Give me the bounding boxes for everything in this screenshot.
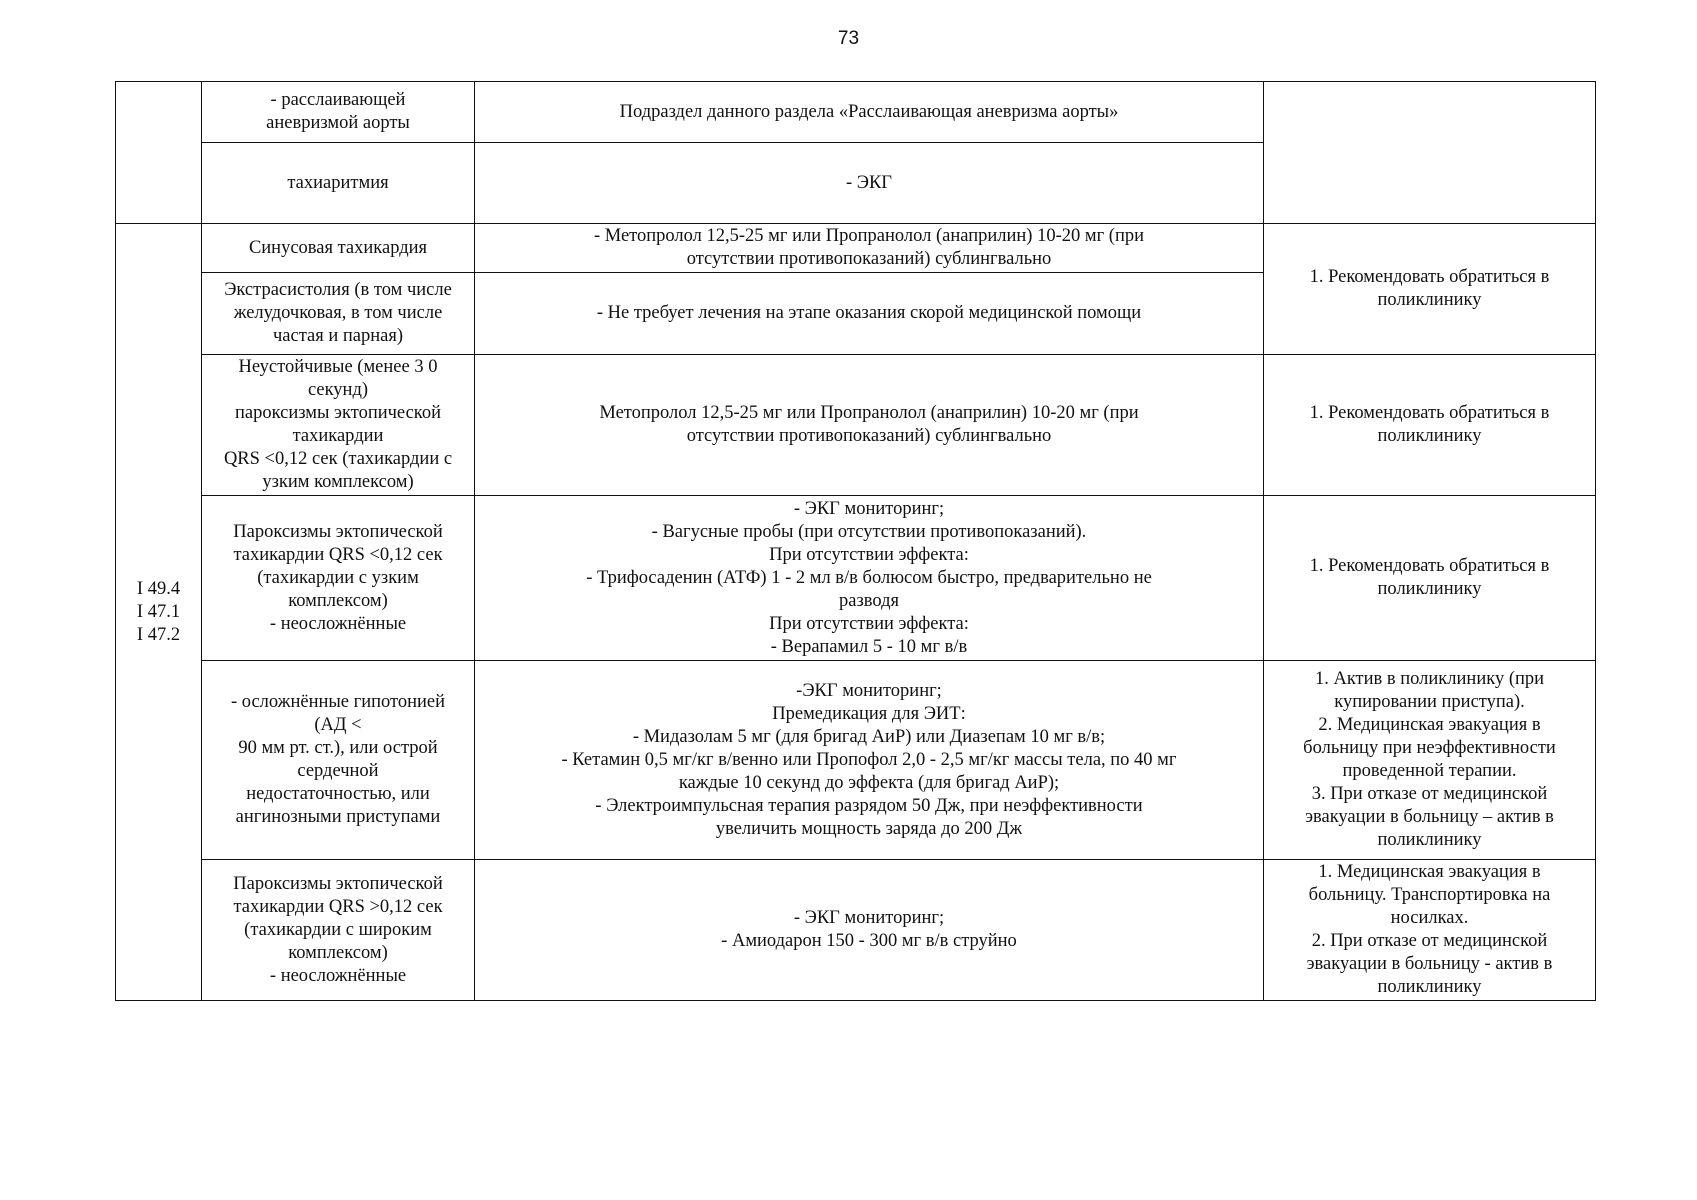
icd-codes-cell: I 49.4 I 47.1 I 47.2 xyxy=(116,224,202,1001)
treatment-cell: -ЭКГ мониторинг; Премедикация для ЭИТ: - Мидазолам 5 мг (для бригад АиР) или Диазепам 10 мг в/в; - Кетамин 0,5 мг/кг в/венно или Пропофол 2,0 - 2,5 мг/кг массы тела, по 40 мг каждые 10 секунд до эффекта (для бригад АиР); - Электроимпульсная терапия разрядом 50 Дж, при неэффективности увеличить мощность заряда до 200 Дж xyxy=(475,661,1264,860)
treatment-cell: - ЭКГ мониторинг; - Амиодарон 150 - 300 мг в/в струйно xyxy=(475,860,1264,1001)
table-row xyxy=(116,224,1596,273)
table-row xyxy=(116,496,1596,661)
condition-cell: Пароксизмы эктопической тахикардии QRS >0,12 сек (тахикардии с широким комплексом) - неосложнённые xyxy=(202,860,475,1001)
condition-cell: Синусовая тахикардия xyxy=(202,224,475,273)
condition-cell: Неустойчивые (менее 3 0 секунд) пароксизмы эктопической тахикардии QRS <0,12 сек (тахикардии с узким комплексом) xyxy=(202,355,475,496)
condition-cell: Пароксизмы эктопической тахикардии QRS <0,12 сек (тахикардии с узким комплексом) - неосложнённые xyxy=(202,496,475,661)
action-cell: 1. Рекомендовать обратиться в поликлинику xyxy=(1264,355,1596,496)
action-cell: 1. Рекомендовать обратиться в поликлинику xyxy=(1264,224,1596,355)
treatment-cell: - Метопролол 12,5-25 мг или Пропранолол (анаприлин) 10-20 мг (при отсутствии противопоказаний) сублингвально xyxy=(475,224,1264,273)
table-row xyxy=(116,355,1596,496)
condition-cell: - осложнённые гипотонией (АД < 90 мм рт. ст.), или острой сердечной недостаточностью, или ангинозными приступами xyxy=(202,661,475,860)
treatment-cell: - Не требует лечения на этапе оказания скорой медицинской помощи xyxy=(475,273,1264,355)
table-row xyxy=(116,82,1596,143)
treatment-cell: Подраздел данного раздела «Расслаивающая аневризма аорты» xyxy=(475,82,1264,143)
action-cell: 1. Актив в поликлинику (при купировании приступа). 2. Медицинская эвакуация в больницу при неэффективности проведенной терапии. 3. При отказе от медицинской эвакуации в больницу – актив в поликлинику xyxy=(1264,661,1596,860)
action-cell-empty xyxy=(1264,82,1596,224)
condition-cell: тахиаритмия xyxy=(202,143,475,224)
action-cell: 1. Рекомендовать обратиться в поликлинику xyxy=(1264,496,1596,661)
table-row xyxy=(116,661,1596,860)
table-row xyxy=(116,860,1596,1001)
condition-cell: - расслаивающей аневризмой аорты xyxy=(202,82,475,143)
treatment-cell: Метопролол 12,5-25 мг или Пропранолол (анаприлин) 10-20 мг (при отсутствии противопоказаний) сублингвально xyxy=(475,355,1264,496)
action-cell: 1. Медицинская эвакуация в больницу. Транспортировка на носилках. 2. При отказе от медицинской эвакуации в больницу - актив в поликлинику xyxy=(1264,860,1596,1001)
clinical-protocol-table xyxy=(115,81,1596,1001)
icd-code-cell-empty xyxy=(116,82,202,224)
treatment-cell: - ЭКГ мониторинг; - Вагусные пробы (при отсутствии противопоказаний). При отсутствии эффекта: - Трифосаденин (АТФ) 1 - 2 мл в/в болюсом быстро, предварительно не разводя При отсутствии эффекта: - Верапамил 5 - 10 мг в/в xyxy=(475,496,1264,661)
page-number: 73 xyxy=(837,28,860,49)
condition-cell: Экстрасистолия (в том числе желудочковая, в том числе частая и парная) xyxy=(202,273,475,355)
treatment-cell: - ЭКГ xyxy=(475,143,1264,224)
